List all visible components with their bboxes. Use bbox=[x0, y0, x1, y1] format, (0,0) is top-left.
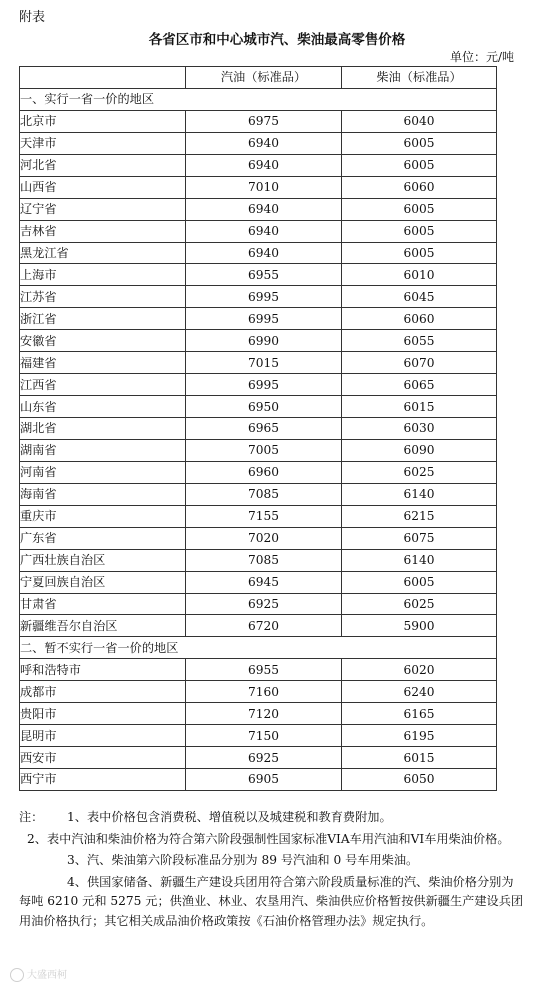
header-cell-gasoline: 汽油（标准品） bbox=[186, 67, 342, 89]
table-row bbox=[20, 747, 497, 769]
region-name-cell: 江苏省 bbox=[20, 286, 186, 308]
gasoline-price-cell: 6945 bbox=[186, 571, 342, 593]
diesel-price-cell: 6140 bbox=[342, 549, 497, 571]
gasoline-price-cell: 6925 bbox=[186, 747, 342, 769]
watermark-text: 大盛西柯 bbox=[27, 970, 67, 981]
region-name-cell: 江西省 bbox=[20, 374, 186, 396]
diesel-price-cell: 6030 bbox=[342, 418, 497, 440]
table-row bbox=[20, 769, 497, 791]
watermark bbox=[10, 966, 67, 982]
diesel-price-cell: 6140 bbox=[342, 483, 497, 505]
gasoline-price-cell: 7120 bbox=[186, 703, 342, 725]
table-row bbox=[20, 396, 497, 418]
gasoline-price-cell: 6940 bbox=[186, 132, 342, 154]
diesel-price-cell: 6045 bbox=[342, 286, 497, 308]
diesel-price-cell: 6005 bbox=[342, 154, 497, 176]
table-row bbox=[20, 176, 497, 198]
region-name-cell: 海南省 bbox=[20, 483, 186, 505]
region-name-cell: 天津市 bbox=[20, 132, 186, 154]
table-row bbox=[20, 483, 497, 505]
region-name-cell: 吉林省 bbox=[20, 220, 186, 242]
region-name-cell: 辽宁省 bbox=[20, 198, 186, 220]
gasoline-price-cell: 6940 bbox=[186, 242, 342, 264]
region-name-cell: 北京市 bbox=[20, 110, 186, 132]
diesel-price-cell: 6215 bbox=[342, 505, 497, 527]
diesel-price-cell: 6005 bbox=[342, 571, 497, 593]
diesel-price-cell: 6015 bbox=[342, 747, 497, 769]
table-row bbox=[20, 527, 497, 549]
gasoline-price-cell: 6955 bbox=[186, 264, 342, 286]
table-row bbox=[20, 330, 497, 352]
diesel-price-cell: 6065 bbox=[342, 374, 497, 396]
table-row bbox=[20, 308, 497, 330]
region-name-cell: 安徽省 bbox=[20, 330, 186, 352]
appendix-label: 附表 bbox=[19, 10, 46, 25]
table-row bbox=[20, 352, 497, 374]
gasoline-price-cell: 7155 bbox=[186, 505, 342, 527]
table-row bbox=[20, 264, 497, 286]
diesel-price-cell: 6025 bbox=[342, 593, 497, 615]
gasoline-price-cell: 7005 bbox=[186, 439, 342, 461]
region-name-cell: 山西省 bbox=[20, 176, 186, 198]
note-4: 4、供国家储备、新疆生产建设兵团用符合第六阶段质量标准的汽、柴油价格分别为每吨 6210 元和 5275 元；供渔业、林业、农垦用汽、柴油供应价格暂按供新疆生产建设兵团用油价格执行；其它相关成品油价格政策按《石油价格管理办法》规定执行。 bbox=[19, 874, 524, 928]
note-1-text: 1、表中价格包含消费税、增值税以及城建税和教育费附加。 bbox=[67, 810, 392, 824]
diesel-price-cell: 6020 bbox=[342, 659, 497, 681]
region-name-cell: 新疆维吾尔自治区 bbox=[20, 615, 186, 637]
table-row bbox=[20, 154, 497, 176]
gasoline-price-cell: 7020 bbox=[186, 527, 342, 549]
note-2: 2、表中汽油和柴油价格为符合第六阶段强制性国家标准VIA车用汽油和VI车用柴油价格。 bbox=[27, 831, 510, 846]
region-name-cell: 黑龙江省 bbox=[20, 242, 186, 264]
region-name-cell: 西安市 bbox=[20, 747, 186, 769]
diesel-price-cell: 6050 bbox=[342, 769, 497, 791]
table-row bbox=[20, 549, 497, 571]
diesel-price-cell: 6005 bbox=[342, 132, 497, 154]
diesel-price-cell: 6005 bbox=[342, 198, 497, 220]
table-row bbox=[20, 286, 497, 308]
diesel-price-cell: 6015 bbox=[342, 396, 497, 418]
notes-section bbox=[19, 808, 524, 933]
gasoline-price-cell: 6995 bbox=[186, 286, 342, 308]
region-name-cell: 呼和浩特市 bbox=[20, 659, 186, 681]
diesel-price-cell: 6060 bbox=[342, 176, 497, 198]
gasoline-price-cell: 6975 bbox=[186, 110, 342, 132]
table-row bbox=[20, 110, 497, 132]
table-row bbox=[20, 659, 497, 681]
gasoline-price-cell: 6995 bbox=[186, 308, 342, 330]
gasoline-price-cell: 6925 bbox=[186, 593, 342, 615]
gasoline-price-cell: 7150 bbox=[186, 725, 342, 747]
region-name-cell: 重庆市 bbox=[20, 505, 186, 527]
table-row bbox=[20, 725, 497, 747]
region-name-cell: 广东省 bbox=[20, 527, 186, 549]
region-name-cell: 宁夏回族自治区 bbox=[20, 571, 186, 593]
table-row bbox=[20, 242, 497, 264]
region-name-cell: 贵阳市 bbox=[20, 703, 186, 725]
table-row bbox=[20, 439, 497, 461]
gasoline-price-cell: 6960 bbox=[186, 461, 342, 483]
price-table bbox=[19, 66, 497, 791]
table-row bbox=[20, 198, 497, 220]
diesel-price-cell: 6070 bbox=[342, 352, 497, 374]
gasoline-price-cell: 7015 bbox=[186, 352, 342, 374]
gasoline-price-cell: 6950 bbox=[186, 396, 342, 418]
region-name-cell: 西宁市 bbox=[20, 769, 186, 791]
gasoline-price-cell: 7085 bbox=[186, 483, 342, 505]
unit-label: 单位：元/吨 bbox=[449, 50, 514, 64]
notes-lead: 注： bbox=[19, 810, 44, 824]
diesel-price-cell: 6240 bbox=[342, 681, 497, 703]
price-table-body bbox=[20, 67, 497, 791]
header-cell-diesel: 柴油（标准品） bbox=[342, 67, 497, 89]
gasoline-price-cell: 6940 bbox=[186, 154, 342, 176]
table-row bbox=[20, 703, 497, 725]
table-row bbox=[20, 505, 497, 527]
region-name-cell: 湖北省 bbox=[20, 418, 186, 440]
gasoline-price-cell: 6995 bbox=[186, 374, 342, 396]
diesel-price-cell: 6165 bbox=[342, 703, 497, 725]
header-cell-region bbox=[20, 67, 186, 89]
region-name-cell: 浙江省 bbox=[20, 308, 186, 330]
region-name-cell: 成都市 bbox=[20, 681, 186, 703]
table-row bbox=[20, 461, 497, 483]
gasoline-price-cell: 6720 bbox=[186, 615, 342, 637]
section-label: 二、暂不实行一省一价的地区 bbox=[20, 637, 497, 659]
gasoline-price-cell: 6955 bbox=[186, 659, 342, 681]
table-header-row bbox=[20, 67, 497, 89]
section1-header-row bbox=[20, 88, 497, 110]
diesel-price-cell: 6060 bbox=[342, 308, 497, 330]
diesel-price-cell: 6195 bbox=[342, 725, 497, 747]
region-name-cell: 河北省 bbox=[20, 154, 186, 176]
table-row bbox=[20, 220, 497, 242]
table-row bbox=[20, 571, 497, 593]
gasoline-price-cell: 6990 bbox=[186, 330, 342, 352]
gasoline-price-cell: 7085 bbox=[186, 549, 342, 571]
region-name-cell: 甘肃省 bbox=[20, 593, 186, 615]
table-row bbox=[20, 593, 497, 615]
watermark-logo-icon bbox=[10, 968, 24, 982]
diesel-price-cell: 6055 bbox=[342, 330, 497, 352]
gasoline-price-cell: 6905 bbox=[186, 769, 342, 791]
region-name-cell: 广西壮族自治区 bbox=[20, 549, 186, 571]
table-row bbox=[20, 132, 497, 154]
page-title: 各省区市和中心城市汽、柴油最高零售价格 bbox=[148, 32, 406, 48]
note-3: 3、汽、柴油第六阶段标准品分别为 89 号汽油和 0 号车用柴油。 bbox=[67, 853, 419, 867]
note-1 bbox=[19, 808, 524, 828]
diesel-price-cell: 6075 bbox=[342, 527, 497, 549]
table-row bbox=[20, 615, 497, 637]
diesel-price-cell: 6025 bbox=[342, 461, 497, 483]
diesel-price-cell: 6040 bbox=[342, 110, 497, 132]
diesel-price-cell: 6005 bbox=[342, 242, 497, 264]
table-row bbox=[20, 374, 497, 396]
section2-header-row bbox=[20, 637, 497, 659]
gasoline-price-cell: 7010 bbox=[186, 176, 342, 198]
region-name-cell: 山东省 bbox=[20, 396, 186, 418]
gasoline-price-cell: 7160 bbox=[186, 681, 342, 703]
diesel-price-cell: 6090 bbox=[342, 439, 497, 461]
region-name-cell: 湖南省 bbox=[20, 439, 186, 461]
gasoline-price-cell: 6940 bbox=[186, 220, 342, 242]
table-row bbox=[20, 418, 497, 440]
table-row bbox=[20, 681, 497, 703]
diesel-price-cell: 5900 bbox=[342, 615, 497, 637]
gasoline-price-cell: 6940 bbox=[186, 198, 342, 220]
diesel-price-cell: 6005 bbox=[342, 220, 497, 242]
region-name-cell: 上海市 bbox=[20, 264, 186, 286]
section-label: 一、实行一省一价的地区 bbox=[20, 88, 497, 110]
gasoline-price-cell: 6965 bbox=[186, 418, 342, 440]
region-name-cell: 河南省 bbox=[20, 461, 186, 483]
region-name-cell: 福建省 bbox=[20, 352, 186, 374]
region-name-cell: 昆明市 bbox=[20, 725, 186, 747]
diesel-price-cell: 6010 bbox=[342, 264, 497, 286]
